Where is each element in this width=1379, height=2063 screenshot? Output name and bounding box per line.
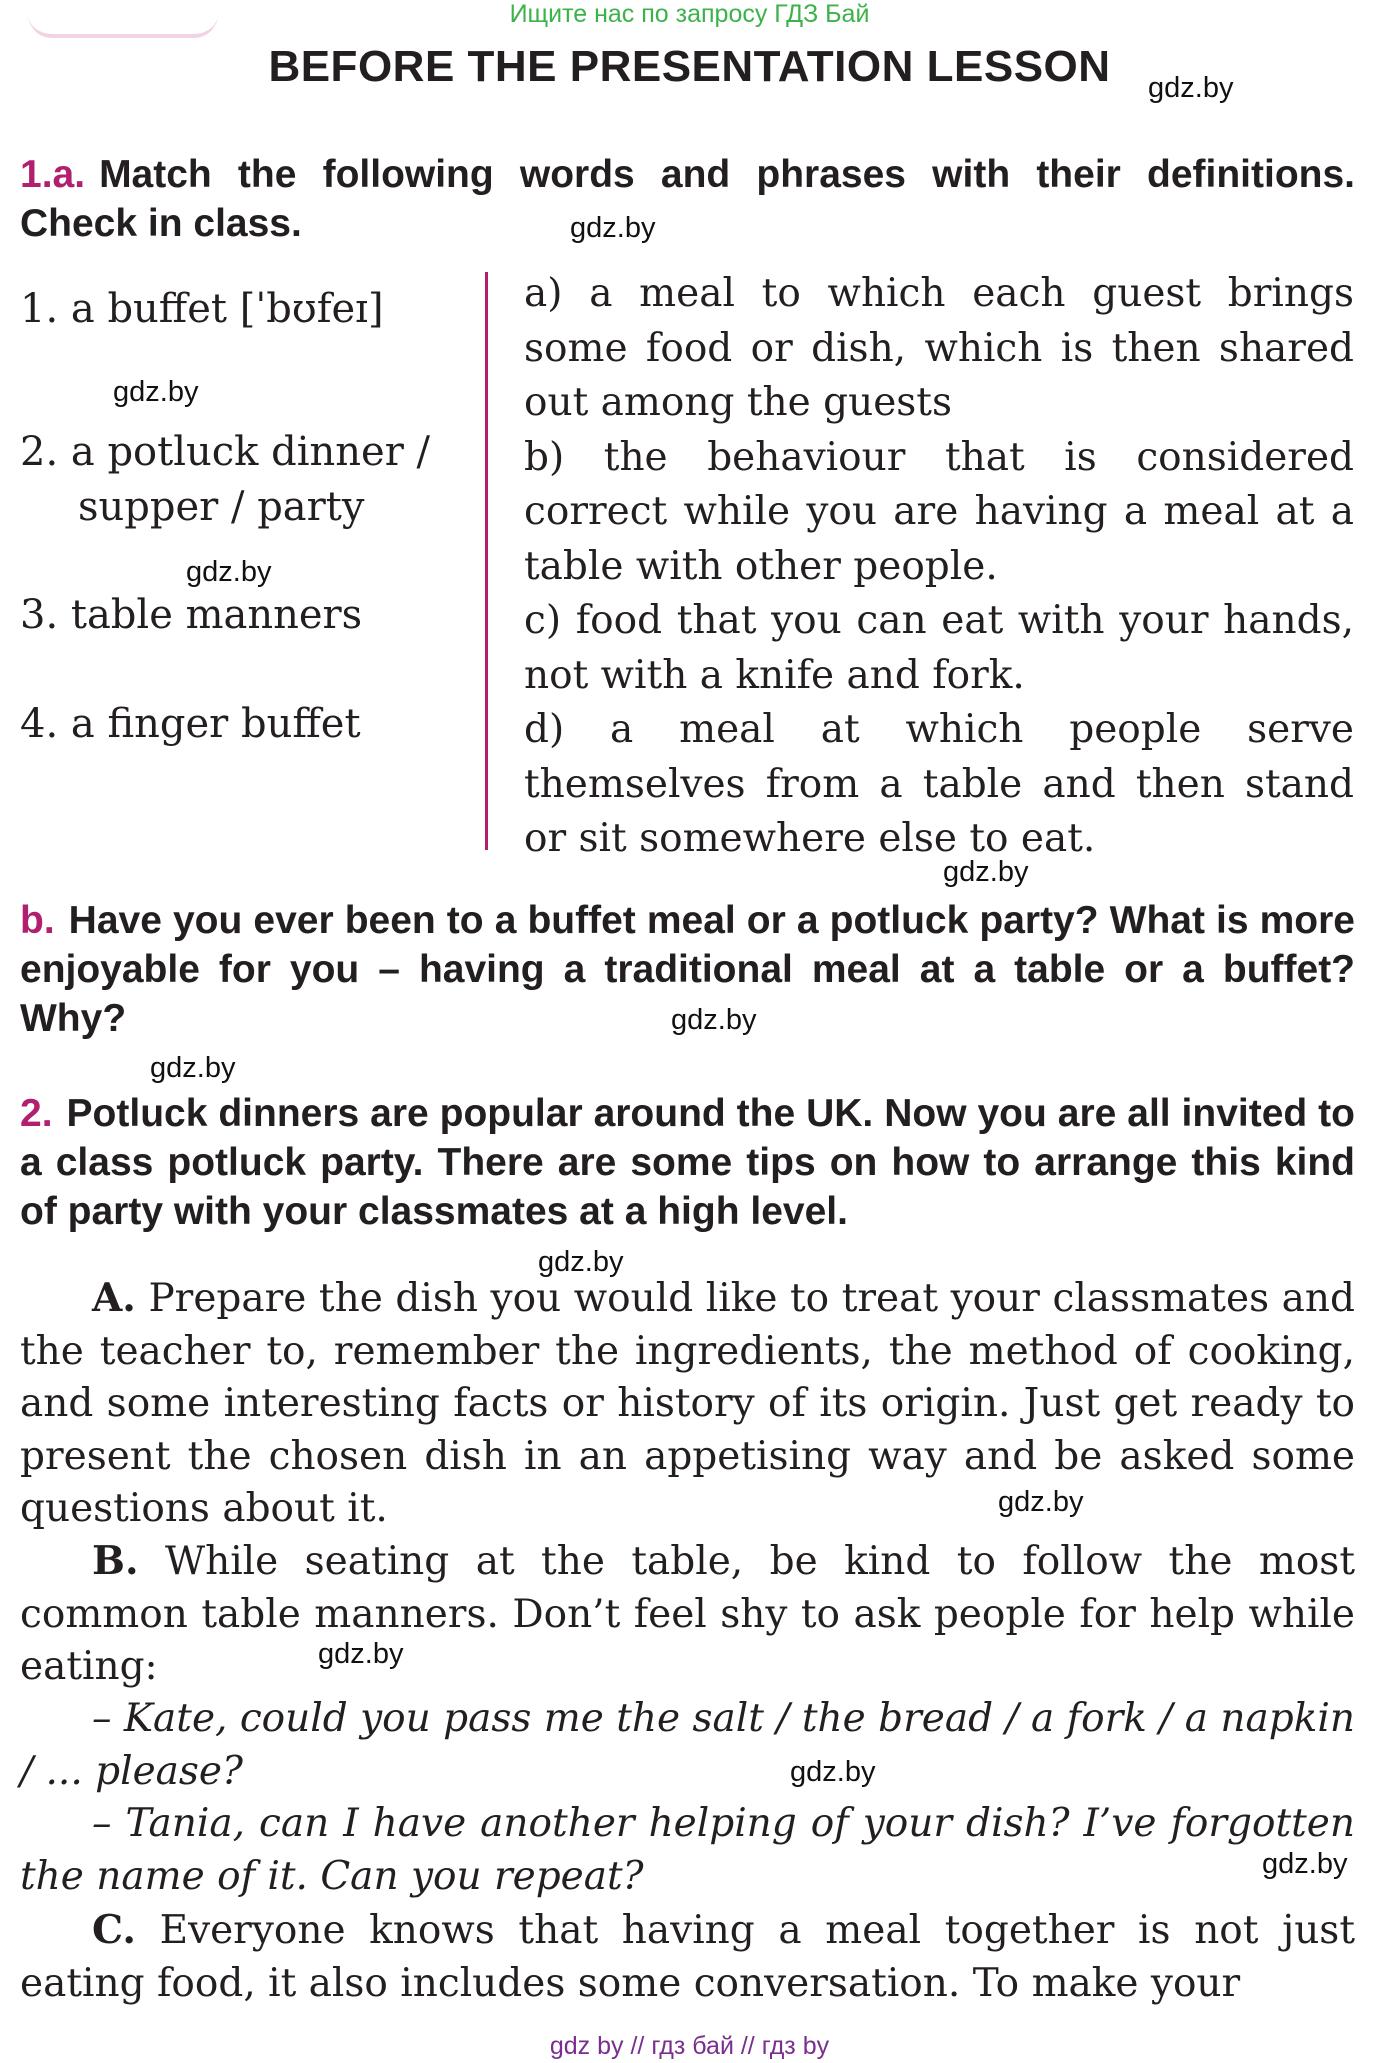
watermark: gdz.by [538, 1246, 624, 1278]
watermark: gdz.by [570, 212, 656, 244]
definition-item: a) a meal to which each guest brings some food or dish, which is then shared out among the guests [524, 271, 1354, 425]
watermark: gdz.by [943, 856, 1029, 888]
term-item: supper / party [78, 484, 365, 530]
tip-label: B. [92, 1538, 139, 1584]
definition-item: d) a meal at which people serve themselves from a table and then stand or sit somewhere else to eat. [524, 707, 1354, 861]
quote-text: – Tania, can I have another helping of your dish? I’ve forgotten the name of it. Can you repeat? [20, 1801, 1355, 1899]
term-item: 2. a potluck dinner / [20, 429, 431, 475]
tip-label: A. [92, 1275, 136, 1321]
task-instruction: Match the following words and phrases with their definitions. Check in class. [20, 153, 1355, 245]
column-divider [485, 272, 488, 850]
tip-text: Prepare the dish you would like to treat your classmates and the teacher to, remember the ingredients, the method of cooking, and some interesting facts or history of its origin. Just get ready to present the chosen dish in an appetising way and be asked some questions about it. [20, 1276, 1355, 1531]
term-item: 4. a finger buffet [20, 701, 361, 747]
watermark: gdz.by [318, 1638, 404, 1670]
tip-text: Everyone knows that having a meal together is not just eating food, it also includes some conversation. To make your [20, 1908, 1355, 2006]
task-question: Have you ever been to a buffet meal or a potluck party? What is more enjoyable for you – having a traditional meal at a table or a buffet? Why? [20, 899, 1355, 1040]
watermark: gdz.by [790, 1756, 876, 1788]
task-instruction: Potluck dinners are popular around the UK. Now you are all invited to a class potluck party. There are some tips on how to arrange this kind of party with your classmates at a high level. [20, 1092, 1355, 1233]
watermark: gdz.by [150, 1052, 236, 1084]
task-2 [20, 1089, 1355, 1236]
watermark: gdz.by [1148, 72, 1234, 104]
watermark: gdz.by [186, 556, 272, 588]
task-number: 1. [20, 153, 53, 196]
task-1a [20, 150, 1355, 248]
task-letter: a. [52, 153, 86, 196]
watermark: gdz.by [998, 1486, 1084, 1518]
quote-text: – Kate, could you pass me the salt / the bread / a fork / a napkin / ... please? [20, 1696, 1355, 1794]
term-item: 1. a buffet [ˈbʊfeɪ] [20, 286, 384, 332]
tip-a [20, 1272, 1355, 1536]
tip-label: C. [92, 1907, 136, 1953]
footer-note: gdz by // гдз бай // гдз by [549, 2032, 830, 2060]
definition-item: b) the behaviour that is considered correct while you are having a meal at a table with other people. [524, 434, 1354, 589]
tip-text: While seating at the table, be kind to follow the most common table manners. Don’t feel shy to ask people for help while eating: [20, 1539, 1355, 1689]
page-title: BEFORE THE PRESENTATION LESSON [268, 42, 1111, 91]
search-note: Ищите нас по запросу ГДЗ Бай [509, 0, 870, 28]
watermark: gdz.by [113, 376, 199, 408]
watermark: gdz.by [671, 1004, 757, 1036]
term-item: 3. table manners [20, 592, 363, 638]
tip-b [20, 1535, 1355, 1694]
tip-c [20, 1904, 1355, 2010]
definitions-list [524, 267, 1354, 867]
definition-item: c) food that you can eat with your hands, not with a knife and fork. [524, 598, 1354, 698]
watermark: gdz.by [1262, 1848, 1348, 1880]
quote-2 [20, 1798, 1355, 1903]
task-letter: b. [20, 899, 55, 942]
task-1b [20, 896, 1355, 1043]
quote-1 [20, 1693, 1355, 1798]
task-number: 2. [20, 1092, 53, 1135]
